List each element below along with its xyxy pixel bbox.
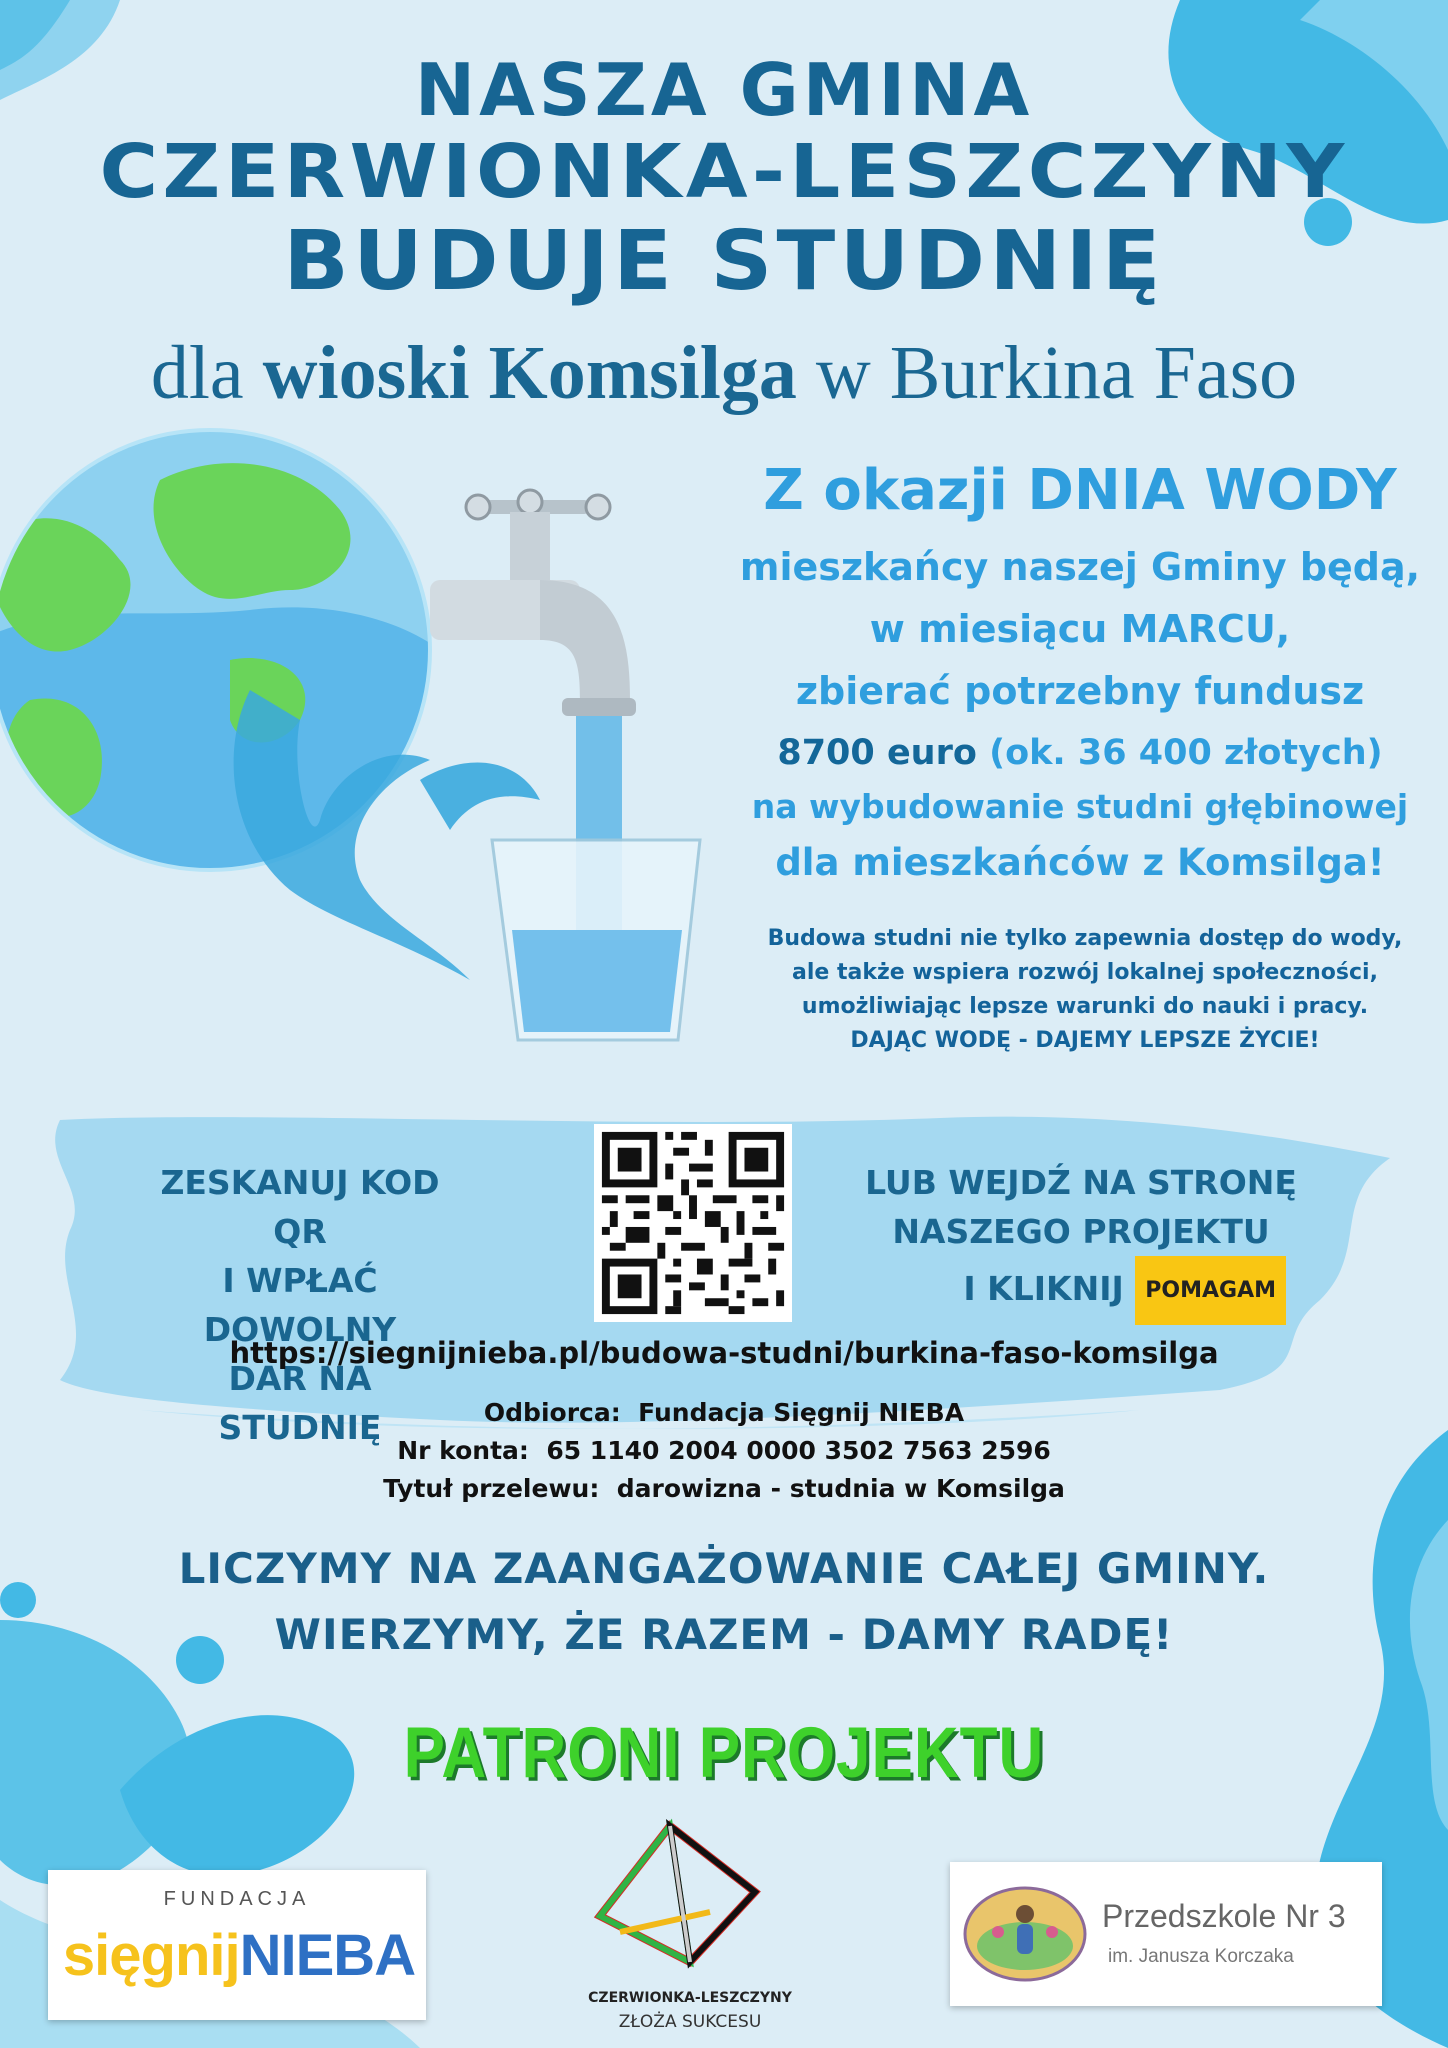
info-line-4: DAJĄC WODĘ - DAJEMY LEPSZE ŻYCIE! [850,1028,1320,1053]
bank-recipient [0,1398,1448,1427]
foundation-word-b: NIEBA [239,1923,416,1988]
title-line-2: CZERWIONKA-LESZCZYNY [99,129,1349,215]
amount-euro: 8700 euro [777,733,977,773]
foundation-word-a: sięgnij [62,1923,240,1988]
announcement-line-2: w miesiącu MARCU, [869,607,1291,651]
qr-code-image [594,1124,792,1322]
municipality-line-2: ZŁOŻA SUKCESU [618,2012,762,2032]
bank-transfer-title [0,1474,1448,1503]
bank-account [0,1436,1448,1465]
qr-code[interactable] [594,1124,792,1322]
title-line-3: BUDUJE STUDNIĘ [283,214,1165,309]
web-line-1: LUB WEJDŹ NA STRONĘ [865,1163,1297,1202]
title-line-1: NASZA GMINA [414,48,1034,132]
transfer-title-label: Tytuł przelewu: [383,1474,600,1503]
subtitle-post: w Burkina Faso [796,331,1298,415]
website-instructions [856,1158,1306,1325]
kindergarten-emblem [962,1884,1088,1984]
glass-icon [492,840,700,1040]
kindergarten-name: Przedszkole Nr 3 [1102,1898,1346,1934]
logo-czerwionka-leszczyny [560,1812,820,2048]
info-line-3: umożliwiając lepsze warunki do nauki i pracy. [801,994,1369,1019]
announcement-line-5: na wybudowanie studni głębinowej [751,787,1409,826]
logo-przedszkole-nr-3 [950,1862,1382,2006]
account-label: Nr konta: [397,1436,529,1465]
qr-line-3: DAR NA STUDNIĘ [218,1359,382,1447]
announcement-amount [720,726,1440,780]
pomagam-button[interactable]: POMAGAM [1135,1256,1286,1325]
transfer-title-value: darowizna - studnia w Komsilga [616,1474,1065,1503]
announcement-line-3: zbierać potrzebny fundusz [795,669,1365,713]
logo-siegnij-nieba [48,1870,426,2020]
recipient-value: Fundacja Sięgnij NIEBA [638,1398,965,1427]
project-url[interactable]: https://siegnijnieba.pl/budowa-studni/burkina-faso-komsilga [229,1336,1219,1370]
foundation-small-label: FUNDACJA [163,1888,311,1910]
qr-line-1: ZESKANUJ KOD QR [160,1163,440,1251]
recipient-label: Odbiorca: [483,1398,621,1427]
web-line-3-text: I KLIKNIJ [963,1269,1124,1308]
amount-pln: (ok. 36 400 złotych) [989,733,1383,773]
faucet-icon [430,490,636,716]
subtitle-pre: dla [150,331,263,415]
announcement-line-6: dla mieszkańców z Komsilga! [775,841,1385,884]
web-line-2: NASZEGO PROJEKTU [892,1212,1270,1251]
announcement-headline: Z okazji DNIA WODY [763,458,1397,523]
subtitle [0,330,1448,417]
announcement-line-1: mieszkańcy naszej Gminy będą, [739,545,1421,589]
kindergarten-patron: im. Janusza Korczaka [1108,1946,1294,1967]
municipality-line-1: CZERWIONKA-LESZCZYNY [588,1990,792,2006]
info-line-1: Budowa studni nie tylko zapewnia dostęp do wody, [767,926,1403,951]
foundation-wordmark [54,1922,424,1989]
account-value: 65 1140 2004 0000 3502 7563 2596 [546,1436,1051,1465]
info-line-2: ale także wspiera rozwój lokalnej społeczności, [792,960,1378,985]
web-line-3 [856,1256,1306,1325]
subtitle-bold: wioski Komsilga [262,331,797,415]
municipality-emblem [560,1812,820,1972]
patrons-heading: PATRONI PROJEKTU [403,1713,1045,1794]
slogan-line-2: WIERZYMY, ŻE RAZEM - DAMY RADĘ! [274,1610,1174,1659]
globe-tap-illustration [0,420,740,1100]
globe-icon [0,430,440,880]
slogan-line-1: LICZYMY NA ZAANGAŻOWANIE CAŁEJ GMINY. [178,1544,1270,1593]
qr-line-2: I WPŁAĆ DOWOLNY [203,1261,397,1349]
